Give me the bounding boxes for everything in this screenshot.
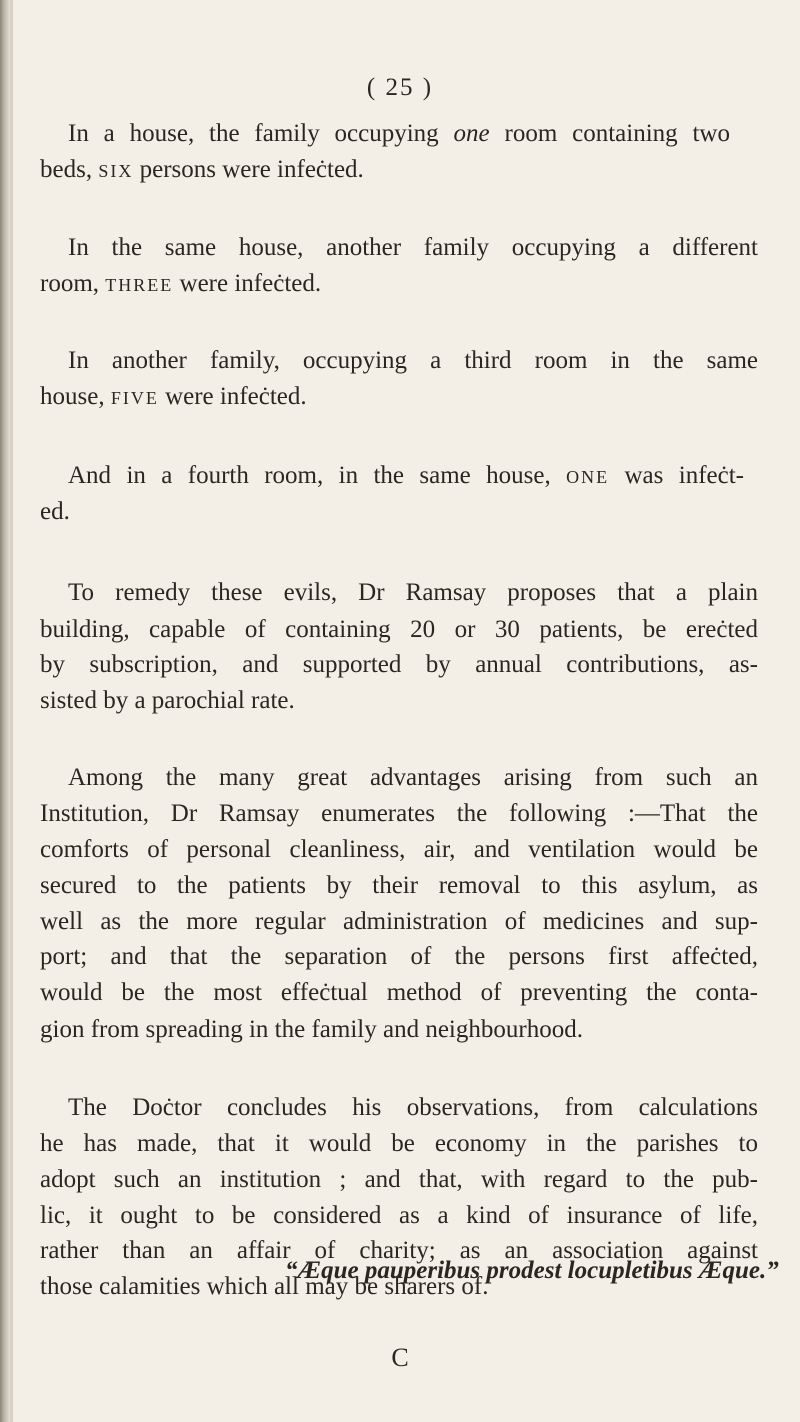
text-span: comforts of personal cleanliness, air, and ventilation would be [40, 836, 758, 863]
text-span: THREE [105, 275, 174, 295]
text-span: FIVE [110, 388, 159, 408]
binding-shadow [10, 0, 13, 1422]
text-span: one [453, 120, 490, 147]
text-line [68, 233, 758, 263]
text-span: And in a fourth room, in the same house, [68, 462, 567, 489]
text-span: by subscription, and supported by annual contributions, as- [40, 651, 758, 678]
page-number: ( 25 ) [366, 74, 434, 101]
text-line [68, 578, 758, 608]
text-span: was infeċt- [609, 462, 744, 489]
latin-quote: “Æque pauperibus prodest locupletibus Æque.” [285, 1257, 779, 1284]
text-line [40, 835, 758, 865]
text-span: ed. [40, 498, 70, 525]
text-span: Institution, Dr Ramsay enumerates the following :—That the [40, 800, 758, 827]
text-line [40, 382, 307, 413]
text-span: secured to the patients by their removal to this asylum, as [40, 872, 758, 899]
text-span: house, [40, 383, 111, 410]
text-line [40, 907, 758, 937]
text-line [40, 269, 321, 300]
text-line [40, 650, 758, 680]
text-span: were infeċted. [158, 383, 307, 410]
text-line [40, 686, 295, 716]
text-line [40, 155, 364, 186]
text-span: SIX [98, 161, 134, 181]
text-span: lic, it ought to be considered as a kind of insurance of life, [40, 1202, 758, 1229]
text-span: Among the many great advantages arising from such an [68, 764, 758, 791]
text-line [68, 119, 730, 149]
text-span: room containing two [489, 120, 730, 147]
text-line [40, 799, 758, 829]
text-line [40, 1015, 583, 1045]
text-line [68, 763, 758, 793]
text-line [40, 497, 70, 527]
text-span: well as the more regular administration of medicines and sup- [40, 908, 758, 935]
text-span: building, capable of containing 20 or 30 patients, be ereċted [40, 616, 758, 643]
text-line [68, 1093, 758, 1123]
text-span: In the same house, another family occupying a different [68, 234, 758, 261]
text-line [40, 1129, 758, 1159]
text-line [40, 1201, 758, 1231]
text-span: he has made, that it would be economy in the parishes to [40, 1130, 758, 1157]
signature-mark: C [391, 1343, 409, 1372]
text-line [68, 461, 744, 492]
text-span: those calamities which all may be sharers of. [40, 1273, 489, 1300]
text-span: rather than an affair of charity; as an association against [40, 1237, 758, 1264]
text-line [40, 942, 758, 972]
text-span: In another family, occupying a third room in the same [68, 347, 758, 374]
binding-edge [0, 0, 10, 1422]
text-span: would be the most effeċtual method of preventing the conta- [40, 979, 758, 1006]
text-span: beds, [40, 156, 99, 183]
text-line [40, 1165, 758, 1195]
text-span: In a house, the family occupying [68, 120, 454, 147]
text-span: room, [40, 270, 106, 297]
text-line [68, 346, 758, 376]
text-span: sisted by a parochial rate. [40, 687, 295, 714]
text-line [40, 978, 758, 1008]
text-span: adopt such an institution ; and that, with regard to the pub- [40, 1166, 758, 1193]
text-line [40, 871, 758, 901]
text-span: persons were infeċted. [133, 156, 364, 183]
text-span: gion from spreading in the family and neighbourhood. [40, 1016, 583, 1043]
text-line [40, 615, 758, 645]
text-span: The Doċtor concludes his observations, from calculations [68, 1094, 758, 1121]
text-span: were infeċted. [173, 270, 322, 297]
text-span: ONE [566, 467, 610, 487]
text-span: To remedy these evils, Dr Ramsay proposes that a plain [68, 579, 758, 606]
text-span: port; and that the separation of the persons first affeċted, [40, 943, 758, 970]
